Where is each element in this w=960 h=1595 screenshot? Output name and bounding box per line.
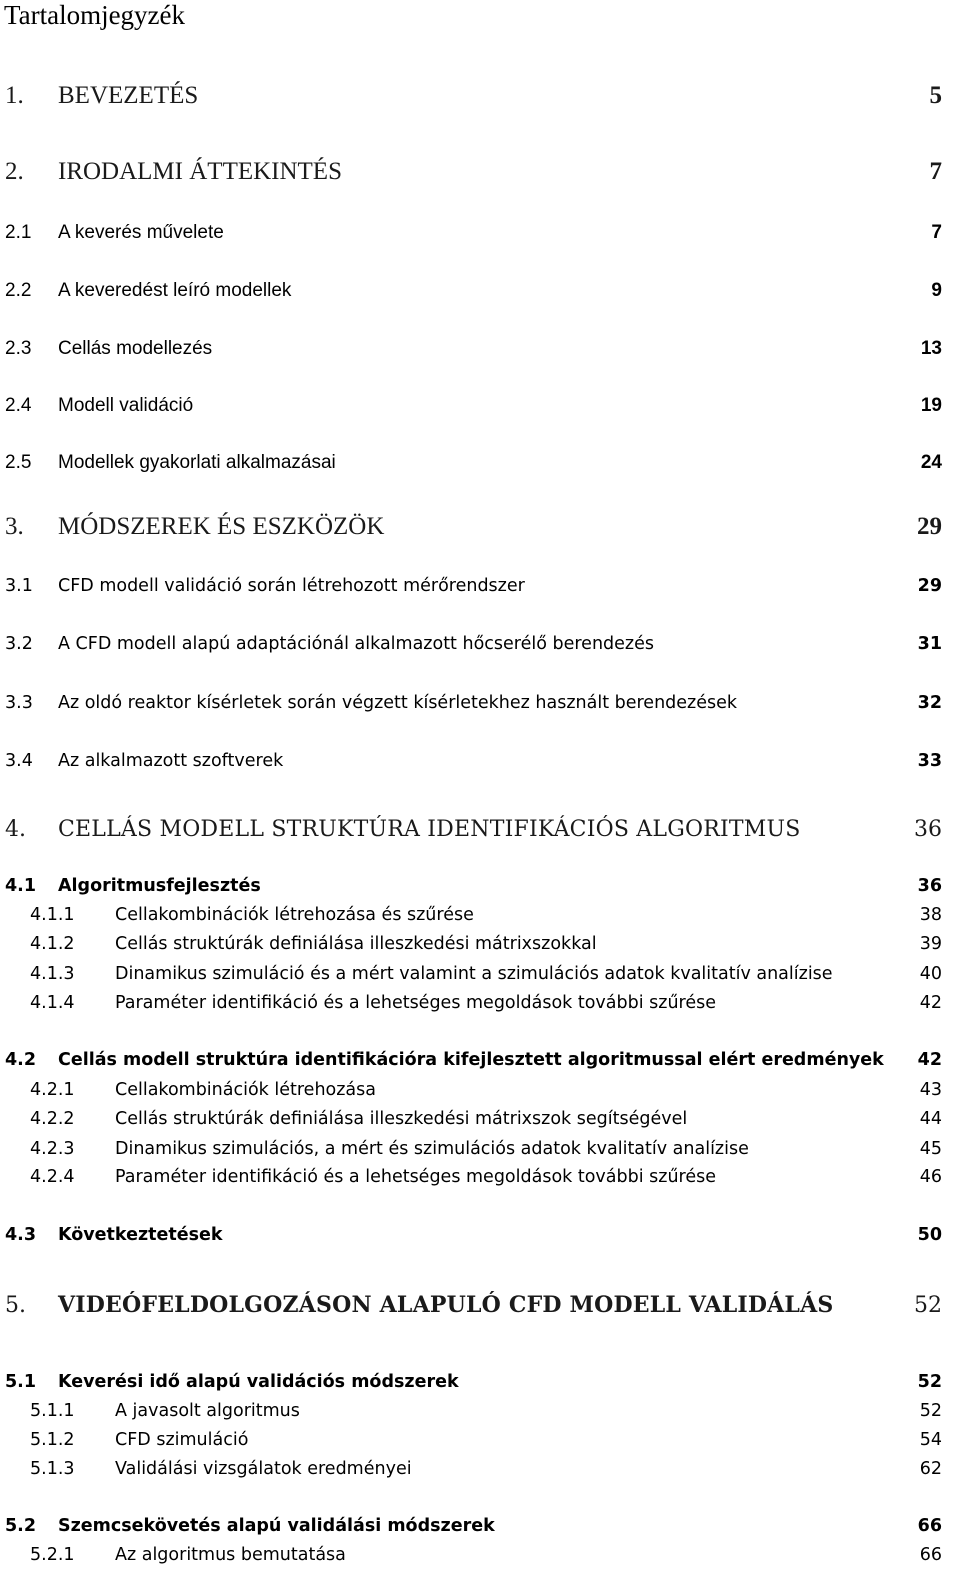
entry-page: 39 bbox=[919, 934, 942, 954]
toc-entry-section[interactable] bbox=[0, 276, 942, 306]
entry-number: 3. bbox=[5, 513, 24, 540]
entry-label: Cellás struktúrák definiálása illeszkedési mátrixszok segítségével bbox=[115, 1109, 688, 1129]
entry-number: 4.1.1 bbox=[30, 905, 75, 925]
toc-entry-chapter[interactable] bbox=[0, 1290, 942, 1320]
toc-entry-chapter[interactable] bbox=[0, 512, 942, 542]
entry-label: Dinamikus szimulációs, a mért és szimulációs adatok kvalitatív analízise bbox=[115, 1139, 749, 1159]
entry-label: Következtetések bbox=[58, 1225, 223, 1245]
entry-label: A keverés művelete bbox=[58, 222, 224, 243]
toc-entry-section[interactable] bbox=[0, 1511, 942, 1541]
entry-label: A javasolt algoritmus bbox=[115, 1401, 300, 1421]
toc-entry-subsection[interactable] bbox=[0, 1396, 942, 1426]
entry-number: 1. bbox=[5, 82, 24, 109]
entry-page: 33 bbox=[917, 751, 942, 771]
entry-page: 52 bbox=[914, 1292, 942, 1318]
entry-number: 2.2 bbox=[5, 280, 32, 301]
entry-label: Az alkalmazott szoftverek bbox=[58, 751, 284, 771]
toc-entry-section[interactable] bbox=[0, 688, 942, 718]
entry-page: 66 bbox=[919, 1545, 942, 1565]
toc-entry-section[interactable] bbox=[0, 218, 942, 248]
entry-page: 44 bbox=[919, 1109, 942, 1129]
toc-entry-subsection[interactable] bbox=[0, 1454, 942, 1484]
entry-number: 4.1.3 bbox=[30, 964, 75, 984]
entry-number: 2.3 bbox=[5, 338, 32, 359]
entry-label: Az oldó reaktor kísérletek során végzett kísérletekhez használt berendezések bbox=[58, 693, 738, 713]
toc-entry-subsection[interactable] bbox=[0, 1134, 942, 1164]
toc-entry-section[interactable] bbox=[0, 746, 942, 776]
entry-label: Algoritmusfejlesztés bbox=[58, 876, 261, 896]
entry-page: 32 bbox=[917, 693, 942, 713]
entry-label: MÓDSZEREK ÉS ESZKÖZÖK bbox=[58, 513, 385, 540]
entry-label: A keveredést leíró modellek bbox=[58, 280, 292, 301]
entry-label: CELLÁS MODELL STRUKTÚRA IDENTIFIKÁCIÓS ALGORITMUS bbox=[58, 816, 801, 842]
toc-entry-section[interactable] bbox=[0, 571, 942, 601]
toc-entry-section[interactable] bbox=[0, 391, 942, 421]
entry-page: 31 bbox=[917, 634, 942, 654]
entry-label: IRODALMI ÁTTEKINTÉS bbox=[58, 158, 342, 185]
entry-page: 40 bbox=[919, 964, 942, 984]
toc-entry-subsection[interactable] bbox=[0, 929, 942, 959]
toc-entry-chapter[interactable] bbox=[0, 157, 942, 187]
entry-number: 4.1.4 bbox=[30, 993, 75, 1013]
entry-label: Modellek gyakorlati alkalmazásai bbox=[58, 452, 336, 473]
entry-number: 5.1.3 bbox=[30, 1459, 75, 1479]
entry-page: 9 bbox=[931, 280, 942, 301]
entry-page: 36 bbox=[914, 816, 942, 842]
toc-entry-subsection[interactable] bbox=[0, 959, 942, 989]
entry-page: 7 bbox=[931, 222, 942, 243]
entry-label: Az algoritmus bemutatása bbox=[115, 1545, 346, 1565]
entry-label: VIDEÓFELDOLGOZÁSON ALAPULÓ CFD MODELL VALIDÁLÁS bbox=[58, 1292, 834, 1318]
entry-number: 5. bbox=[5, 1292, 26, 1318]
entry-number: 4. bbox=[5, 816, 26, 842]
entry-page: 24 bbox=[920, 452, 942, 473]
entry-label: Cellás modellezés bbox=[58, 338, 213, 359]
entry-label: Modell validáció bbox=[58, 395, 194, 416]
entry-number: 2.4 bbox=[5, 395, 32, 416]
entry-label: BEVEZETÉS bbox=[58, 82, 199, 109]
entry-page: 52 bbox=[919, 1401, 942, 1421]
entry-page: 29 bbox=[917, 513, 942, 540]
entry-number: 5.2.1 bbox=[30, 1545, 75, 1565]
toc-entry-section[interactable] bbox=[0, 334, 942, 364]
toc-entry-section[interactable] bbox=[0, 1367, 942, 1397]
entry-label: CFD szimuláció bbox=[115, 1430, 249, 1450]
entry-number: 5.1 bbox=[5, 1372, 37, 1392]
entry-page: 42 bbox=[919, 993, 942, 1013]
entry-label: Keverési idő alapú validációs módszerek bbox=[58, 1372, 459, 1392]
entry-label: CFD modell validáció során létrehozott mérőrendszer bbox=[58, 576, 525, 596]
toc-entry-chapter[interactable] bbox=[0, 81, 942, 111]
toc-entry-section[interactable] bbox=[0, 629, 942, 659]
entry-number: 3.4 bbox=[5, 751, 33, 771]
entry-page: 36 bbox=[917, 876, 942, 896]
entry-page: 29 bbox=[917, 576, 942, 596]
toc-entry-section[interactable] bbox=[0, 871, 942, 901]
entry-number: 5.1.2 bbox=[30, 1430, 75, 1450]
entry-number: 2. bbox=[5, 158, 24, 185]
toc-entry-subsection[interactable] bbox=[0, 900, 942, 930]
entry-number: 4.3 bbox=[5, 1225, 37, 1245]
entry-label: Cellás modell struktúra identifikációra kifejlesztett algoritmussal elért eredmények bbox=[58, 1050, 884, 1070]
toc-entry-subsection[interactable] bbox=[0, 1540, 942, 1570]
entry-page: 13 bbox=[920, 338, 942, 359]
entry-page: 50 bbox=[917, 1225, 942, 1245]
entry-label: Szemcsekövetés alapú validálási módszerek bbox=[58, 1516, 495, 1536]
entry-label: Cellás struktúrák definiálása illeszkedési mátrixszokkal bbox=[115, 934, 597, 954]
toc-entry-section[interactable] bbox=[0, 1045, 942, 1075]
entry-number: 4.2.2 bbox=[30, 1109, 75, 1129]
toc-entry-subsection[interactable] bbox=[0, 1162, 942, 1192]
entry-page: 38 bbox=[919, 905, 942, 925]
entry-number: 2.5 bbox=[5, 452, 32, 473]
entry-label: Validálási vizsgálatok eredményei bbox=[115, 1459, 412, 1479]
entry-number: 5.1.1 bbox=[30, 1401, 75, 1421]
entry-label: Dinamikus szimuláció és a mért valamint a szimulációs adatok kvalitatív analízise bbox=[115, 964, 833, 984]
entry-number: 3.2 bbox=[5, 634, 33, 654]
toc-entry-subsection[interactable] bbox=[0, 1104, 942, 1134]
entry-number: 4.1 bbox=[5, 876, 37, 896]
entry-number: 4.2 bbox=[5, 1050, 37, 1070]
entry-page: 66 bbox=[917, 1516, 942, 1536]
entry-page: 54 bbox=[919, 1430, 942, 1450]
entry-label: Paraméter identifikáció és a lehetséges megoldások további szűrése bbox=[115, 993, 716, 1013]
entry-label: Cellakombinációk létrehozása bbox=[115, 1080, 376, 1100]
toc-entry-subsection[interactable] bbox=[0, 988, 942, 1018]
entry-page: 45 bbox=[919, 1139, 942, 1159]
entry-page: 43 bbox=[919, 1080, 942, 1100]
entry-number: 3.1 bbox=[5, 576, 33, 596]
toc-title: Tartalomjegyzék bbox=[4, 0, 186, 30]
entry-page: 7 bbox=[929, 158, 942, 185]
entry-page: 62 bbox=[919, 1459, 942, 1479]
entry-page: 5 bbox=[929, 82, 942, 109]
entry-number: 2.1 bbox=[5, 222, 32, 243]
entry-page: 42 bbox=[917, 1050, 942, 1070]
entry-number: 4.2.3 bbox=[30, 1139, 75, 1159]
toc-entry-section[interactable] bbox=[0, 448, 942, 478]
entry-label: Paraméter identifikáció és a lehetséges megoldások további szűrése bbox=[115, 1167, 716, 1187]
entry-number: 5.2 bbox=[5, 1516, 37, 1536]
toc-entry-chapter[interactable] bbox=[0, 814, 942, 844]
entry-page: 19 bbox=[920, 395, 942, 416]
entry-page: 46 bbox=[919, 1167, 942, 1187]
entry-number: 3.3 bbox=[5, 693, 33, 713]
entry-number: 4.1.2 bbox=[30, 934, 75, 954]
toc-entry-section[interactable] bbox=[0, 1220, 942, 1250]
entry-label: A CFD modell alapú adaptációnál alkalmazott hőcserélő berendezés bbox=[58, 634, 654, 654]
toc-entry-subsection[interactable] bbox=[0, 1425, 942, 1455]
toc-entry-subsection[interactable] bbox=[0, 1075, 942, 1105]
entry-label: Cellakombinációk létrehozása és szűrése bbox=[115, 905, 474, 925]
entry-page: 52 bbox=[917, 1372, 942, 1392]
entry-number: 4.2.1 bbox=[30, 1080, 75, 1100]
entry-number: 4.2.4 bbox=[30, 1167, 75, 1187]
